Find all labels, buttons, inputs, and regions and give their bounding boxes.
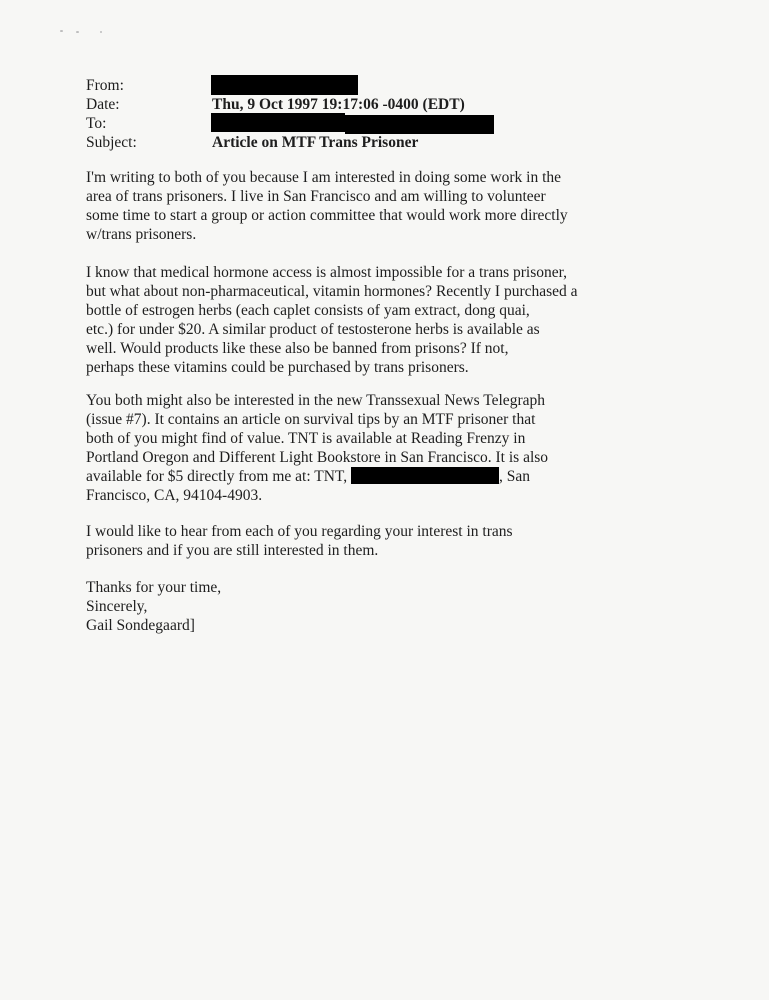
- body-paragraph-1: [86, 168, 626, 244]
- text-line: w/trans prisoners.: [86, 226, 197, 243]
- text-line: etc.) for under $20. A similar product of testosterone herbs is available as: [86, 321, 540, 338]
- text-line: I would like to hear from each of you regarding your interest in trans: [86, 523, 513, 540]
- body-paragraph-3: [86, 391, 626, 505]
- subject-label: Subject:: [86, 134, 137, 151]
- text-line: prisoners and if you are still interested in them.: [86, 542, 379, 559]
- scan-speck: [76, 31, 79, 33]
- text-line: (issue #7). It contains an article on survival tips by an MTF prisoner that: [86, 411, 536, 428]
- signature-name: Gail Sondegaard]: [86, 617, 195, 634]
- text-line: bottle of estrogen herbs (each caplet consists of yam extract, dong quai,: [86, 302, 530, 319]
- body-paragraph-2: [86, 263, 626, 377]
- closing-line: Sincerely,: [86, 598, 148, 615]
- redacted-to-address-2: [345, 115, 494, 134]
- to-label: To:: [86, 115, 107, 132]
- body-paragraph-4: [86, 522, 626, 560]
- text-line: but what about non-pharmaceutical, vitamin hormones? Recently I purchased a: [86, 283, 578, 300]
- date-label: Date:: [86, 96, 120, 113]
- text-line: perhaps these vitamins could be purchased by trans prisoners.: [86, 359, 469, 376]
- text-line: area of trans prisoners. I live in San Francisco and am willing to volunteer: [86, 188, 546, 205]
- text-line: some time to start a group or action committee that would work more directly: [86, 207, 568, 224]
- date-value: Thu, 9 Oct 1997 19:17:06 -0400 (EDT): [212, 96, 465, 113]
- from-label: From:: [86, 77, 124, 94]
- redacted-street-address: [351, 467, 499, 484]
- text-line: I'm writing to both of you because I am interested in doing some work in the: [86, 169, 562, 186]
- redacted-to-address-1: [211, 113, 345, 132]
- text-line: well. Would products like these also be banned from prisons? If not,: [86, 340, 509, 357]
- text-line: both of you might find of value. TNT is available at Reading Frenzy in: [86, 430, 526, 447]
- scan-speck: [100, 31, 102, 33]
- scan-speck: [60, 30, 63, 32]
- subject-value: Article on MTF Trans Prisoner: [212, 134, 419, 151]
- text-fragment: available for $5 directly from me at: TNT,: [86, 468, 348, 485]
- closing-block: [86, 578, 626, 635]
- closing-line: Thanks for your time,: [86, 579, 222, 596]
- text-line: You both might also be interested in the new Transsexual News Telegraph: [86, 392, 545, 409]
- text-fragment: , San: [498, 468, 530, 485]
- text-line: Portland Oregon and Different Light Bookstore in San Francisco. It is also: [86, 449, 549, 466]
- text-line-with-redaction: [86, 467, 626, 486]
- text-line: I know that medical hormone access is almost impossible for a trans prisoner,: [86, 264, 568, 281]
- redacted-from-address: [211, 75, 358, 95]
- text-line: Francisco, CA, 94104-4903.: [86, 487, 263, 504]
